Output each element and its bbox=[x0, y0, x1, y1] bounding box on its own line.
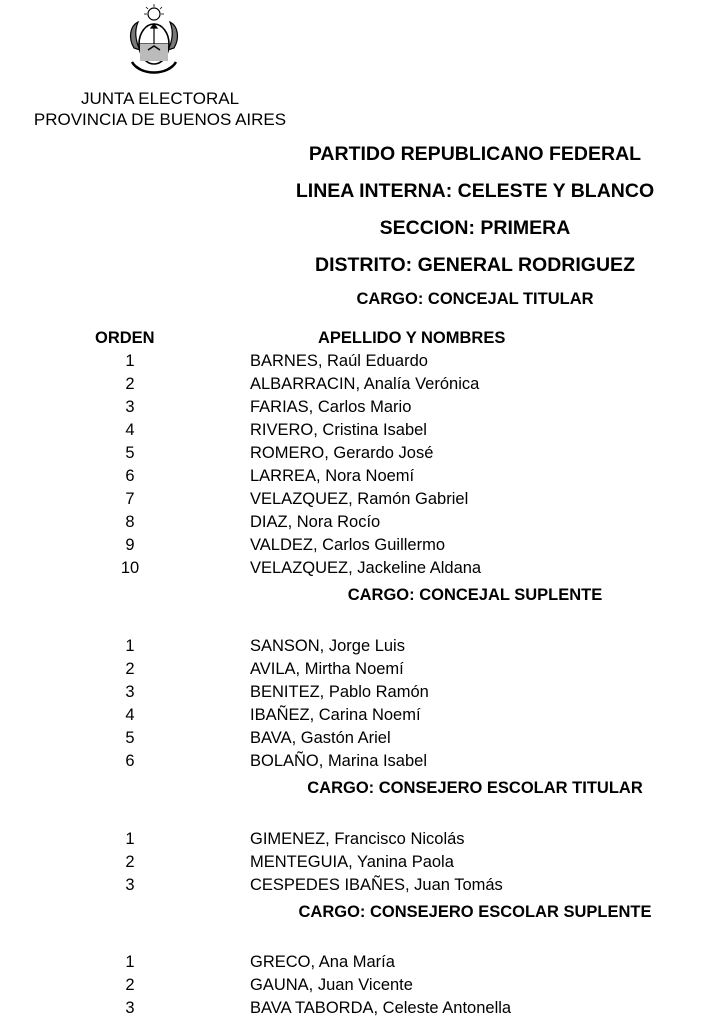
cargo-heading: CARGO: CONCEJAL TITULAR bbox=[356, 290, 594, 308]
candidate-name: MENTEGUIA, Yanina Paola bbox=[250, 853, 454, 871]
candidate-order: 2 bbox=[125, 853, 135, 871]
candidate-name: AVILA, Mirtha Noemí bbox=[250, 660, 404, 678]
candidate-order: 2 bbox=[125, 660, 135, 678]
candidate-name: VELAZQUEZ, Ramón Gabriel bbox=[250, 490, 469, 508]
candidate-order: 4 bbox=[125, 421, 135, 439]
candidate-order: 4 bbox=[125, 706, 135, 724]
candidate-name: RIVERO, Cristina Isabel bbox=[250, 421, 427, 439]
candidate-name: IBAÑEZ, Carina Noemí bbox=[250, 706, 421, 724]
candidate-order: 1 bbox=[125, 352, 135, 370]
district-title: DISTRITO: GENERAL RODRIGUEZ bbox=[315, 254, 635, 276]
candidate-order: 2 bbox=[125, 375, 135, 393]
candidate-name: BOLAÑO, Marina Isabel bbox=[250, 752, 427, 770]
candidate-order: 3 bbox=[125, 876, 135, 894]
candidate-name: BENITEZ, Pablo Ramón bbox=[250, 683, 429, 701]
candidate-order: 1 bbox=[125, 953, 135, 971]
candidate-order: 1 bbox=[125, 830, 135, 848]
candidate-order: 10 bbox=[120, 559, 140, 577]
candidate-order: 6 bbox=[125, 752, 135, 770]
candidate-order: 3 bbox=[125, 398, 135, 416]
candidate-name: GIMENEZ, Francisco Nicolás bbox=[250, 830, 465, 848]
candidate-order: 6 bbox=[125, 467, 135, 485]
candidate-name: LARREA, Nora Noemí bbox=[250, 467, 415, 485]
candidate-order: 9 bbox=[125, 536, 135, 554]
candidate-name: FARIAS, Carlos Mario bbox=[250, 398, 412, 416]
candidate-name: SANSON, Jorge Luis bbox=[250, 637, 405, 655]
section-title: SECCION: PRIMERA bbox=[379, 217, 571, 239]
candidate-name: GRECO, Ana María bbox=[250, 953, 395, 971]
party-title: PARTIDO REPUBLICANO FEDERAL bbox=[308, 143, 642, 165]
candidate-name: ROMERO, Gerardo José bbox=[250, 444, 434, 462]
internal-line-title: LINEA INTERNA: CELESTE Y BLANCO bbox=[295, 180, 655, 202]
candidate-order: 8 bbox=[125, 513, 135, 531]
organization-province: PROVINCIA DE BUENOS AIRES bbox=[33, 110, 287, 129]
candidate-name: ALBARRACIN, Analía Verónica bbox=[250, 375, 480, 393]
candidate-name: BAVA TABORDA, Celeste Antonella bbox=[250, 999, 512, 1017]
candidate-name: BAVA, Gastón Ariel bbox=[250, 729, 391, 747]
order-column-header: ORDEN bbox=[95, 329, 155, 347]
candidate-order: 5 bbox=[125, 729, 135, 747]
cargo-heading: CARGO: CONSEJERO ESCOLAR SUPLENTE bbox=[298, 903, 652, 921]
candidate-name: DIAZ, Nora Rocío bbox=[250, 513, 381, 531]
candidate-order: 5 bbox=[125, 444, 135, 462]
candidate-order: 3 bbox=[125, 999, 135, 1017]
candidate-name: VELAZQUEZ, Jackeline Aldana bbox=[250, 559, 482, 577]
candidate-name: VALDEZ, Carlos Guillermo bbox=[250, 536, 445, 554]
candidate-order: 2 bbox=[125, 976, 135, 994]
cargo-heading: CARGO: CONSEJERO ESCOLAR TITULAR bbox=[307, 779, 643, 797]
names-column-header: APELLIDO Y NOMBRES bbox=[318, 329, 506, 347]
cargo-heading: CARGO: CONCEJAL SUPLENTE bbox=[347, 586, 603, 604]
candidate-name: GAUNA, Juan Vicente bbox=[250, 976, 413, 994]
organization-name: JUNTA ELECTORAL bbox=[80, 89, 240, 108]
candidate-order: 1 bbox=[125, 637, 135, 655]
candidate-order: 7 bbox=[125, 490, 135, 508]
candidate-order: 3 bbox=[125, 683, 135, 701]
coat-of-arms-seal bbox=[124, 4, 184, 78]
candidate-name: BARNES, Raúl Eduardo bbox=[250, 352, 428, 370]
candidate-name: CESPEDES IBAÑES, Juan Tomás bbox=[250, 876, 503, 894]
